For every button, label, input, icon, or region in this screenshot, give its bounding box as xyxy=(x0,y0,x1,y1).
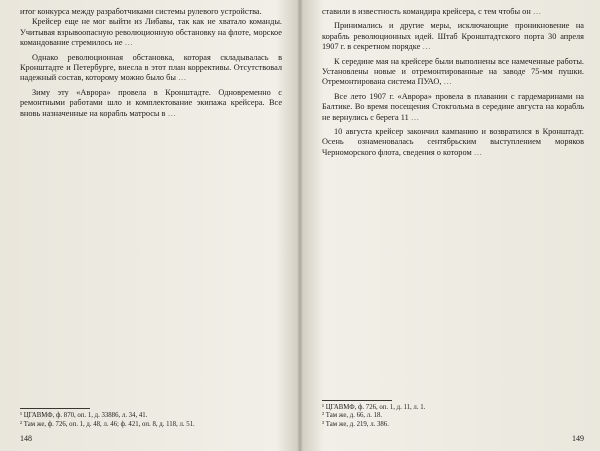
paragraph: Крейсер еще не мог выйти из Либавы, так как не хватало команды. Учитывая взрывоопасную революционную обстановку на флоте, морское командование стремилось не … xyxy=(20,17,282,48)
footnote: ² Там же, д. 66, л. 18. xyxy=(322,412,383,420)
footnote: ² Там же, ф. 726, оп. 1, д. 48, л. 46; ф. 421, оп. 8, д. 118, л. 51. xyxy=(20,420,195,428)
paragraph: Все лето 1907 г. «Аврора» провела в плавании с гардемаринами на Балтике. Во время посещения Стокгольма в середине августа на корабль не вернулись с берега 11 … xyxy=(322,91,584,122)
paragraph: 10 августа крейсер закончил кампанию и возвратился в Кронштадт. Осень ознаменовалась сентябрьским выступлением моряков Черноморского флота, сведения о котором … xyxy=(322,127,584,157)
right-body-text xyxy=(322,7,584,158)
footnote-divider xyxy=(322,400,392,401)
footnote: ¹ ЦГАВМФ, ф. 870, оп. 1, д. 33886, л. 34, 41. xyxy=(20,412,148,420)
page-number: 149 xyxy=(572,434,584,443)
book-gutter xyxy=(297,0,303,451)
left-body-text xyxy=(20,7,282,119)
paragraph: итог конкурса между разработчиками системы рулевого устройства. xyxy=(20,7,262,16)
footnote: ³ Там же, д. 219, л. 386. xyxy=(322,420,389,428)
paragraph: К середине мая на крейсере были выполнены все намеченные работы. Установлены новые и отремонтированные на заводе 75-мм пушки. Отремонтирована система ПУАО, … xyxy=(322,56,584,87)
paragraph: Однако революционная обстановка, которая складывалась в Кронштадте и Петербурге, внесла в этот план коррективы. Отсутствовал надежный состав, которому можно было бы … xyxy=(20,52,282,83)
paragraph: Зиму эту «Аврора» провела в Кронштадте. Одновременно с ремонтными работами шло и комплектование экипажа крейсера. Все вновь назначенные на корабль матросы в … xyxy=(20,87,282,118)
paragraph: Принимались и другие меры, исключающие проникновение на корабль революционных идей. Штаб Кронштадтского порта 30 апреля 1907 г. в секретном порядке … xyxy=(322,21,584,52)
footnote-divider xyxy=(20,408,90,409)
left-footnotes xyxy=(20,412,282,429)
right-page xyxy=(300,0,600,451)
page-number: 148 xyxy=(20,434,32,443)
paragraph: ставили в известность командира крейсера, с тем чтобы он … xyxy=(322,7,542,16)
right-footnotes xyxy=(322,404,584,429)
footnote: ¹ ЦГАВМФ, ф. 726, оп. 1, д. 11, л. 1. xyxy=(322,403,426,411)
